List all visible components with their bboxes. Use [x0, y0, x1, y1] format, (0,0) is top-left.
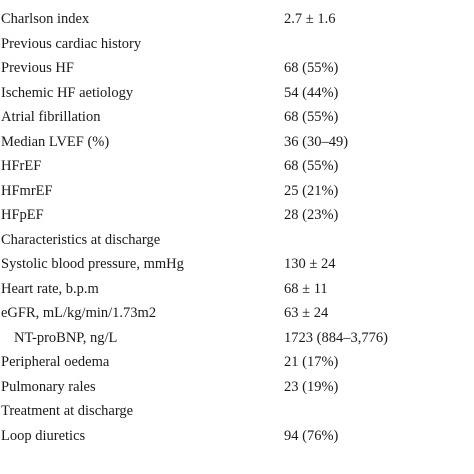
- row-label: Pulmonary rales: [1, 378, 96, 395]
- row-value: 2.7 ± 1.6: [284, 11, 336, 27]
- section-label: Characteristics at discharge: [1, 231, 161, 248]
- table-row: [0, 245, 474, 270]
- row-value: 36 (30–49): [284, 133, 349, 150]
- section-label: Previous cardiac history: [1, 35, 142, 52]
- row-label: HFrEF: [1, 158, 42, 174]
- table-row: [0, 147, 474, 172]
- row-value: 130 ± 24: [284, 256, 336, 272]
- table-row: [0, 319, 474, 344]
- table-row: [0, 123, 474, 148]
- row-label: Systolic blood pressure, mmHg: [1, 256, 184, 272]
- row-label: Charlson index: [1, 11, 90, 27]
- table-row: [0, 49, 474, 74]
- row-value: 68 (55%): [284, 109, 339, 125]
- section-header: [0, 392, 474, 417]
- row-value: 25 (21%): [284, 182, 339, 199]
- row-value: 94 (76%): [284, 427, 339, 444]
- section-header: [0, 221, 474, 246]
- row-value: 63 ± 24: [284, 305, 329, 321]
- row-label: Median LVEF (%): [1, 133, 110, 150]
- row-label: NT-proBNP, ng/L: [14, 329, 118, 346]
- table-row: [0, 343, 474, 368]
- row-label: Loop diuretics: [1, 427, 86, 444]
- table-row: [0, 172, 474, 197]
- row-value: 68 (55%): [284, 60, 339, 76]
- table-row: [0, 98, 474, 123]
- row-label: Peripheral oedema: [1, 354, 110, 370]
- table-row: [0, 294, 474, 319]
- table-row: [0, 74, 474, 99]
- table-row: [0, 196, 474, 221]
- row-label: Heart rate, b.p.m: [1, 280, 99, 297]
- table-row: [0, 270, 474, 295]
- row-label: HFmrEF: [1, 182, 53, 199]
- row-label: Ischemic HF aetiology: [1, 84, 134, 101]
- table-row: [0, 0, 474, 25]
- row-value: 68 ± 11: [284, 280, 328, 297]
- section-label: Treatment at discharge: [1, 403, 134, 419]
- table-row: [0, 417, 474, 442]
- row-value: 54 (44%): [284, 84, 339, 101]
- row-label: HFpEF: [1, 207, 44, 223]
- row-value: 28 (23%): [284, 207, 339, 223]
- row-value: 1723 (884–3,776): [284, 329, 388, 346]
- row-value: 68 (55%): [284, 158, 339, 174]
- row-value: 23 (19%): [284, 378, 339, 395]
- row-label: Atrial fibrillation: [1, 109, 101, 125]
- section-header: [0, 25, 474, 50]
- table-row: [0, 368, 474, 393]
- row-label: Previous HF: [1, 60, 74, 76]
- row-label: eGFR, mL/kg/min/1.73m2: [1, 305, 157, 321]
- row-value: 21 (17%): [284, 354, 339, 370]
